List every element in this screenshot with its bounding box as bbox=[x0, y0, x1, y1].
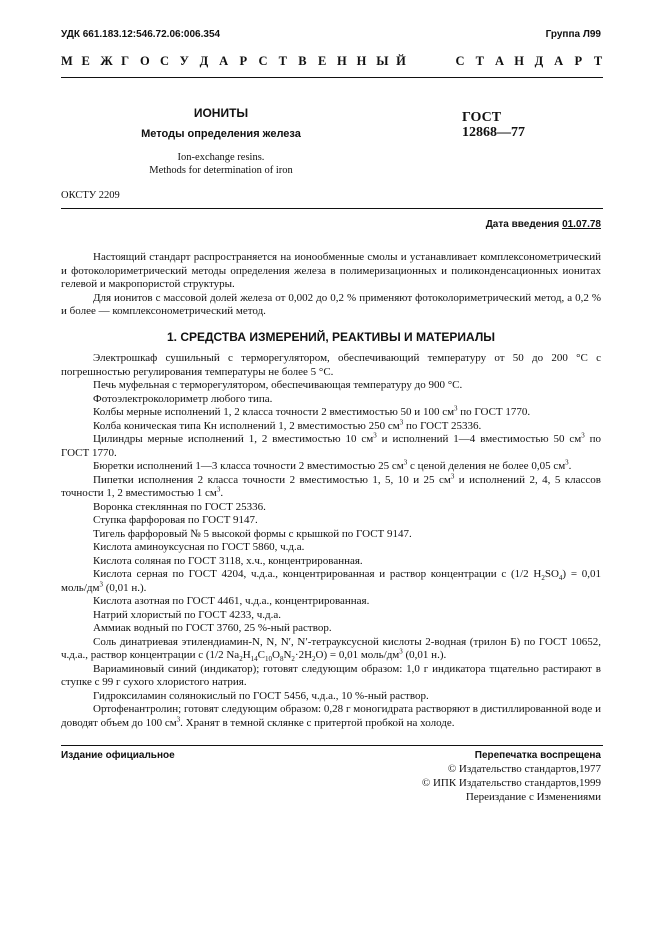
banner-letter: А bbox=[219, 54, 229, 68]
banner-letter: Н bbox=[356, 54, 367, 68]
banner-letter: С bbox=[258, 54, 268, 68]
intro-paragraph: Настоящий стандарт распространяется на ионообменные смолы и устанавливает комплексонометрический и фотоколориметрический методы определения железа в полимеризационных и поликонденсационных ионитах гелевой и макропористой структуры. bbox=[61, 251, 601, 290]
banner-letter: Ж bbox=[100, 54, 113, 68]
list-item: Соль динатриевая этилендиамин-N, N, N′, N′-тетрауксусной кислоты 2-водная (трилон Б) по ГОСТ 10652, ч.д.а., раствор концентрации с (1/2 $Na_2H_{14}C_{10}O_8N_2\cdot 2H_2O) = 0,01$ моль/$дм^3$ (0,01 н.). bbox=[61, 635, 601, 664]
banner-spacer bbox=[416, 54, 426, 72]
banner-letter: Н bbox=[336, 54, 347, 68]
document-title: ИОНИТЫ bbox=[193, 106, 249, 120]
list-item: Гидроксиламин солянокислый по ГОСТ 5456, ч.д.а., 10 %-ный раствор. bbox=[93, 689, 429, 702]
banner-letter: Р bbox=[239, 54, 248, 68]
list-item: Бюретки исполнений 1—3 класса точности 2 вместимостью 25 $см^3$ с ценой деления не более 0,05 $см^3$. bbox=[93, 458, 572, 472]
banner-letter: Г bbox=[121, 54, 130, 68]
gost-label: ГОСТ bbox=[462, 110, 502, 125]
banner-letter: С bbox=[160, 54, 170, 68]
english-subtitle: Methods for determination of iron bbox=[149, 165, 293, 176]
document-subtitle: Методы определения железа bbox=[141, 128, 301, 140]
list-item: Колба коническая типа Кн исполнений 1, 2 вместимостью 250 $см^3$ по ГОСТ 25336. bbox=[93, 417, 482, 432]
banner-letter: Т bbox=[475, 54, 484, 68]
section-heading: 1. СРЕДСТВА ИЗМЕРЕНИЙ, РЕАКТИВЫ И МАТЕРИАЛЫ bbox=[166, 329, 496, 344]
banner-letter: О bbox=[139, 54, 150, 68]
intro-paragraph: Для ионитов с массовой долей железа от 0,002 до 0,2 % применяют фотоколориметрический метод, а 0,2 % и более — комплексонометрический метод. bbox=[61, 291, 601, 317]
middle-rule bbox=[61, 208, 603, 209]
banner-letter: Н bbox=[514, 54, 525, 68]
document-body bbox=[61, 251, 601, 730]
reprint-prohibited-note: Перепечатка воспрещена bbox=[474, 750, 601, 761]
banner-letter: Т bbox=[278, 54, 287, 68]
banner-letter: Е bbox=[317, 54, 327, 68]
list-item: Кислота соляная по ГОСТ 3118, х.ч., концентрированная. bbox=[93, 554, 363, 567]
reissue-note: Переиздание с Изменениями bbox=[465, 791, 601, 803]
banner-letter: Т bbox=[593, 54, 603, 68]
list-item: Ступка фарфоровая по ГОСТ 9147. bbox=[93, 514, 258, 526]
copyright-line: © ИПК Издательство стандартов,1999 bbox=[421, 777, 601, 789]
list-item: Ортофенантролин; готовят следующим образом: 0,28 г моногидрата растворяют в дистиллированной воде и доводят объем до 100 $см^3$. Хранят в темной склянке с притертой пробкой на холоде. bbox=[61, 703, 601, 729]
banner-letter: С bbox=[455, 54, 465, 68]
list-item: Воронка стеклянная по ГОСТ 25336. bbox=[93, 500, 266, 513]
banner-letter: Д bbox=[534, 54, 544, 68]
date-label: Дата введения bbox=[485, 219, 560, 230]
list-item: Вариаминовый синий (индикатор); готовят следующим образом: 1,0 г индикатора тщательно растирают в ступке с 99 г сухого хлористого натрия. bbox=[61, 662, 601, 688]
list-item: Натрий хлористый по ГОСТ 4233, ч.д.а. bbox=[93, 608, 281, 621]
list-item: Печь муфельная с терморегулятором, обеспечивающая температуру до 900 °С. bbox=[93, 379, 463, 391]
list-item: Аммиак водный по ГОСТ 3760, 25 %-ный раствор. bbox=[93, 622, 332, 634]
top-rule bbox=[61, 77, 603, 78]
list-item: Кислота аминоуксусная по ГОСТ 5860, ч.д.а. bbox=[93, 541, 305, 553]
banner-letter: М bbox=[61, 54, 73, 68]
gost-number: 12868—77 bbox=[462, 125, 525, 140]
date-value: 01.07.78 bbox=[562, 219, 601, 230]
official-edition-note: Издание официальное bbox=[61, 750, 175, 761]
list-item: Пипетки исполнения 2 класса точности 2 вместимостью 1, 5, 10 и 25 $см^3$ и исполнений 2, 4, 5 классов точности 1, 2 вместимостью 1 $см^3$. bbox=[61, 471, 601, 499]
list-item: Кислота азотная по ГОСТ 4461, ч.д.а., концентрированная. bbox=[93, 595, 370, 607]
copyright-line: © Издательство стандартов,1977 bbox=[447, 763, 601, 775]
list-item: Тигель фарфоровый № 5 высокой формы с крышкой по ГОСТ 9147. bbox=[93, 527, 412, 540]
banner-letter: А bbox=[494, 54, 504, 68]
okstu-code: ОКСТУ 2209 bbox=[61, 190, 120, 201]
banner-letter: Р bbox=[574, 54, 583, 68]
list-item: Фотоэлектроколориметр любого типа. bbox=[93, 392, 273, 405]
banner-spacer bbox=[435, 54, 445, 72]
english-title: Ion-exchange resins. bbox=[177, 152, 265, 163]
banner-letter: Д bbox=[199, 54, 209, 68]
banner-letter: А bbox=[554, 54, 564, 68]
udk-code: УДК 661.183.12:546.72.06:006.354 bbox=[61, 29, 221, 40]
list-item: Колбы мерные исполнений 1, 2 класса точности 2 вместимостью 50 и 100 $см^3$ по ГОСТ 1770. bbox=[93, 404, 531, 418]
banner-letter: Е bbox=[81, 54, 90, 68]
introduction-date bbox=[486, 219, 601, 230]
list-item: Электрошкаф сушильный с терморегулятором, обеспечивающий температуру от 50 до 200 °С с погрешностью регулирования температуры не более 5 °С. bbox=[61, 352, 601, 378]
bottom-rule bbox=[61, 745, 603, 746]
banner-letter: Ы bbox=[376, 54, 389, 68]
interstate-standard-banner bbox=[61, 54, 603, 72]
list-item: Цилиндры мерные исполнений 1, 2 вместимостью 10 $см^3$ и исполнений 1—4 вместимостью 50 $см^3$ по ГОСТ 1770. bbox=[61, 431, 601, 459]
banner-letter: У bbox=[179, 54, 189, 68]
list-item: Кислота серная по ГОСТ 4204, ч.д.а., концентрированная и раствор концентрации с (1/2 $H_2SO_4) = 0,01$ моль/$дм^3$ (0,01 н.). bbox=[61, 568, 601, 594]
banner-letter: Й bbox=[396, 54, 406, 68]
group-code: Группа Л99 bbox=[545, 29, 601, 40]
banner-letter: В bbox=[298, 54, 307, 68]
